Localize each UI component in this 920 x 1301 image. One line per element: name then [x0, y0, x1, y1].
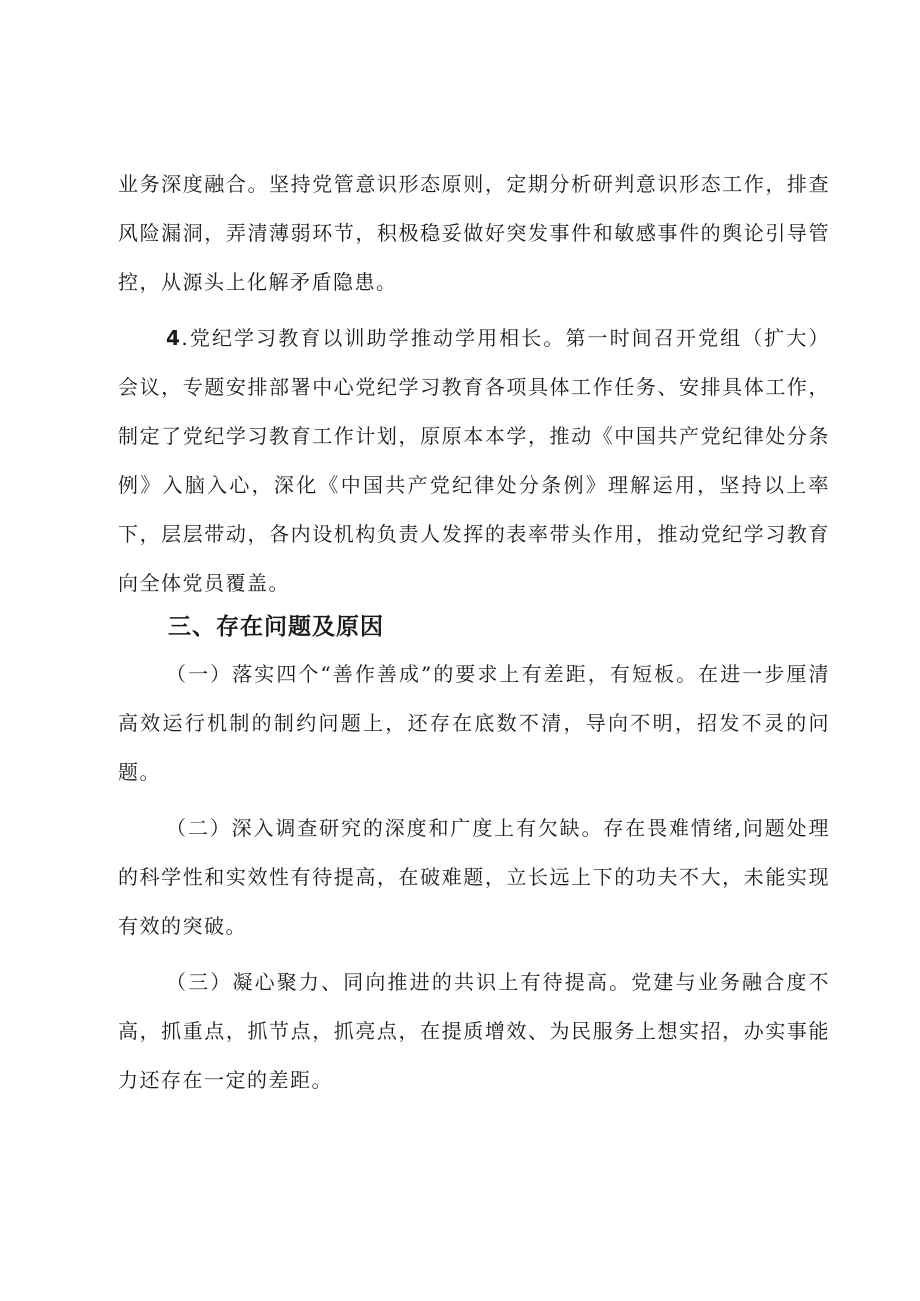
problem-paragraph-3: （三）凝心聚力、同向推进的共识上有待提高。党建与业务融合度不高，抓重点，抓节点，抓亮点，在提质增效、为民服务上想实招，办实事能力还存在一定的差距。 [118, 970, 830, 1092]
paragraph-item-4 [118, 314, 830, 608]
section-heading: 三、存在问题及原因 [168, 614, 384, 640]
problem-paragraph-2: （二）深入调查研究的深度和广度上有欠缺。存在畏难情绪,问题处理的科学性和实效性有待提高，在破难题，立长远上下的功夫不大，未能实现有效的突破。 [118, 816, 830, 938]
body-text-problems [118, 650, 830, 1105]
paragraph-continuation: 业务深度融合。坚持党管意识形态原则，定期分析研判意识形态工作，排查风险漏洞，弄清薄弱环节，积极稳妥做好突发事件和敏感事件的舆论引导管控，从源头上化解矛盾隐患。 [118, 172, 830, 294]
problem-paragraph-1: （一）落实四个“善作善成”的要求上有差距，有短板。在进一步厘清高效运行机制的制约问题上，还存在底数不清，导向不明，招发不灵的问题。 [118, 662, 830, 784]
item-number: 4 [166, 326, 182, 350]
item-4-text: .党纪学习教育以训助学推动学用相长。第一时间召开党组（扩大）会议，专题安排部署中心党纪学习教育各项具体工作任务、安排具体工作，制定了党纪学习教育工作计划，原原本本学，推动《中国共产党纪律处分条例》入脑入心，深化《中国共产党纪律处分条例》理解运用，坚持以上率下，层层带动，各内设机构负责人发挥的表率带头作用，推动党纪学习教育向全体党员覆盖。 [118, 326, 830, 595]
body-text-upper [118, 160, 830, 608]
